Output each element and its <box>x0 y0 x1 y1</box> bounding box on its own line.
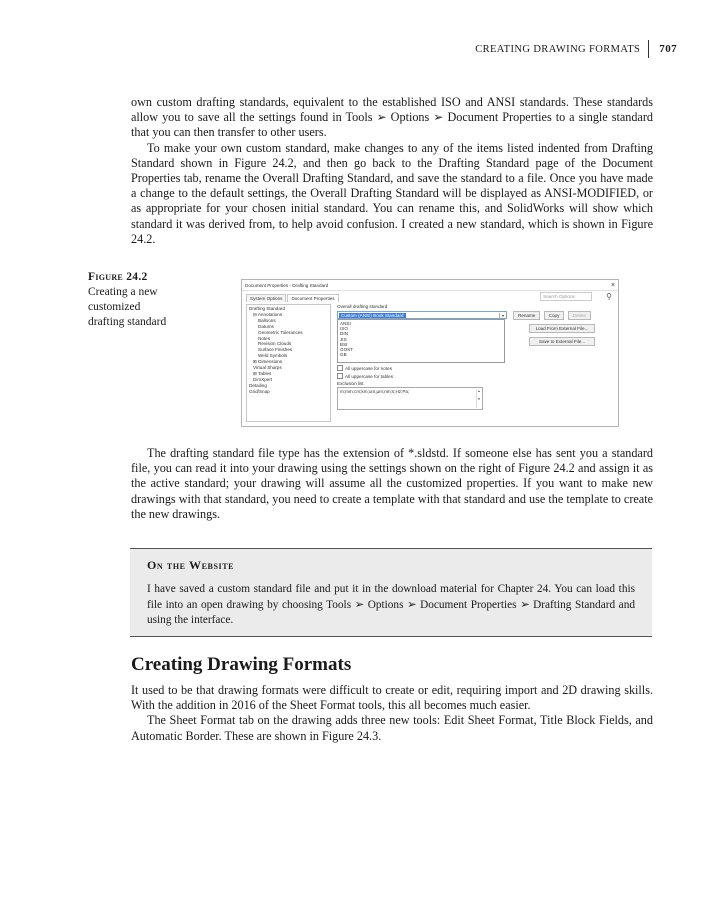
exclusion-list-value: m;mm;cm;km;um;µm;nm;s;Hz;Pa; <box>340 389 410 394</box>
search-options <box>540 292 612 301</box>
tab-document-properties[interactable]: Document Properties <box>287 294 338 302</box>
intro-paragraph-1: own custom drafting standards, equivalent to the established ISO and ANSI standards. These standards allow you to save all the settings found in Tools ➢ Options ➢ Document Properties to a single standard that you can then transfer to other users. <box>131 95 653 140</box>
tree-item[interactable]: Drafting Standard <box>249 306 286 311</box>
chevron-down-icon[interactable]: ▾ <box>499 313 506 318</box>
figure-caption <box>88 270 174 330</box>
website-sidebar <box>130 548 652 637</box>
standard-option[interactable]: BSI <box>340 341 348 347</box>
tab-system-options[interactable]: System Options <box>246 294 286 302</box>
overall-standard-label: Overall drafting standard <box>337 304 388 309</box>
section-heading: Creating Drawing Formats <box>131 654 352 675</box>
after-figure-text <box>131 446 653 522</box>
dialog-title: Document Properties - Drafting Standard <box>245 282 329 288</box>
tree-item[interactable]: Detailing <box>249 382 267 388</box>
tree-item[interactable]: Grid/Snap <box>249 388 270 394</box>
scrollbar[interactable]: ▲ ▼ <box>476 389 481 408</box>
tree-item[interactable]: Datums <box>258 323 274 329</box>
dialog-body <box>246 304 614 422</box>
uppercase-notes-checkbox[interactable] <box>337 365 614 371</box>
tree-item[interactable]: ⊞ Dimensions <box>253 359 283 365</box>
search-icon[interactable]: ⚲ <box>606 292 612 301</box>
figure-number: Figure 24.2 <box>88 271 148 283</box>
intro-paragraph-2: To make your own custom standard, make changes to any of the items listed indented from Drafting Standard shown in Figure 24.2, and then go back to the Drafting Standard page of the Document Properties tab, rename the Overall Drafting Standard, and save the standard to a file. Once you have made a change to the default settings, the Overall Drafting Standard will be displayed as ANSI-MODIFIED, or as appropriate for your chosen initial standard. You can rename this, and SolidWorks will show which standard it was derived from, to help avoid confusion. I created a new standard, which is shown in Figure 24.2. <box>131 140 653 246</box>
overall-standard-value: Custom (ANSI) Book Standard <box>341 312 404 318</box>
standard-buttons <box>513 311 597 346</box>
standard-option[interactable]: DIN <box>340 331 348 337</box>
tree-item[interactable]: DimXpert <box>253 376 273 382</box>
overall-standard-select[interactable] <box>337 311 507 319</box>
tree-item[interactable]: ⊟ Annotations <box>253 311 283 317</box>
tree-item[interactable]: Balloons <box>258 317 276 323</box>
intro-text <box>131 95 653 247</box>
standard-option[interactable]: GOST <box>340 347 354 353</box>
tree-item[interactable]: Notes <box>258 335 271 341</box>
after-figure-paragraph: The drafting standard file type has the extension of *.sldstd. If someone else has sent you a standard file, you can read it into your drawing using the settings shown on the right of Figure 24.2 and assign it as the active standard; your drawing will assume all the customized properties. If you want to make new drawings with that standard, you need to create a template with that standard and use the template to create the new drawings. <box>131 446 653 521</box>
dialog-tabs <box>242 291 618 302</box>
tree-item[interactable]: Weld Symbols <box>258 353 288 359</box>
uppercase-tables-checkbox[interactable] <box>337 373 614 379</box>
exclusion-list-label: Exclusion list <box>337 381 364 386</box>
rename-button[interactable]: Rename <box>513 311 540 320</box>
tree-item[interactable]: Revision Clouds <box>258 341 292 347</box>
delete-button[interactable]: Delete <box>568 311 591 320</box>
tree-item[interactable]: Surface Finishes <box>258 347 293 353</box>
checkbox-icon[interactable] <box>337 365 343 371</box>
dialog-titlebar <box>242 280 618 291</box>
uppercase-tables-label: All uppercase for tables <box>345 373 394 379</box>
figure-caption-text: Creating a new customized drafting standard <box>88 286 167 328</box>
section-text <box>131 683 653 744</box>
save-to-file-button[interactable]: Save to External File... <box>529 337 595 346</box>
section-paragraph-1: It used to be that drawing formats were difficult to create or edit, requiring import and 2D drawing skills. With the addition in 2016 of the Sheet Format tools, this all becomes much easier. <box>131 683 653 713</box>
website-heading: On the Website <box>147 558 235 572</box>
tree-item[interactable]: Geometric Tolerances <box>258 329 303 335</box>
standard-option[interactable]: JIS <box>340 336 347 342</box>
options-tree <box>246 304 331 422</box>
document-properties-dialog <box>241 279 619 427</box>
standard-dropdown-list <box>337 319 505 363</box>
standard-option[interactable]: ISO <box>340 326 348 332</box>
exclusion-list-field[interactable] <box>337 387 483 410</box>
running-header <box>475 40 677 58</box>
checkbox-icon[interactable] <box>337 373 343 379</box>
page-number: 707 <box>659 43 677 55</box>
copy-button[interactable]: Copy <box>544 311 565 320</box>
section-paragraph-2: The Sheet Format tab on the drawing adds three new tools: Edit Sheet Format, Title Block Fields, and Automatic Border. These are shown in Figure 24.3. <box>131 713 653 743</box>
standard-option[interactable]: ANSI <box>340 321 351 326</box>
running-head-title: CREATING DRAWING FORMATS <box>475 43 641 55</box>
tree-item[interactable]: ⊞ Tables <box>253 370 272 376</box>
website-text: I have saved a custom standard file and put it in the download material for Chapter 24. You can load this file into an open drawing by choosing Tools ➢ Options ➢ Document Properties ➢ Drafting Standard and using the interface. <box>147 583 635 627</box>
standard-option[interactable]: GB <box>340 352 347 358</box>
search-input[interactable]: Search Options <box>540 292 592 301</box>
tree-item[interactable]: Virtual Sharps <box>253 365 282 371</box>
load-from-file-button[interactable]: Load From External File... <box>529 324 595 333</box>
close-icon[interactable]: × <box>610 281 616 289</box>
drafting-standard-panel <box>331 304 614 422</box>
uppercase-notes-label: All uppercase for notes <box>345 365 392 371</box>
